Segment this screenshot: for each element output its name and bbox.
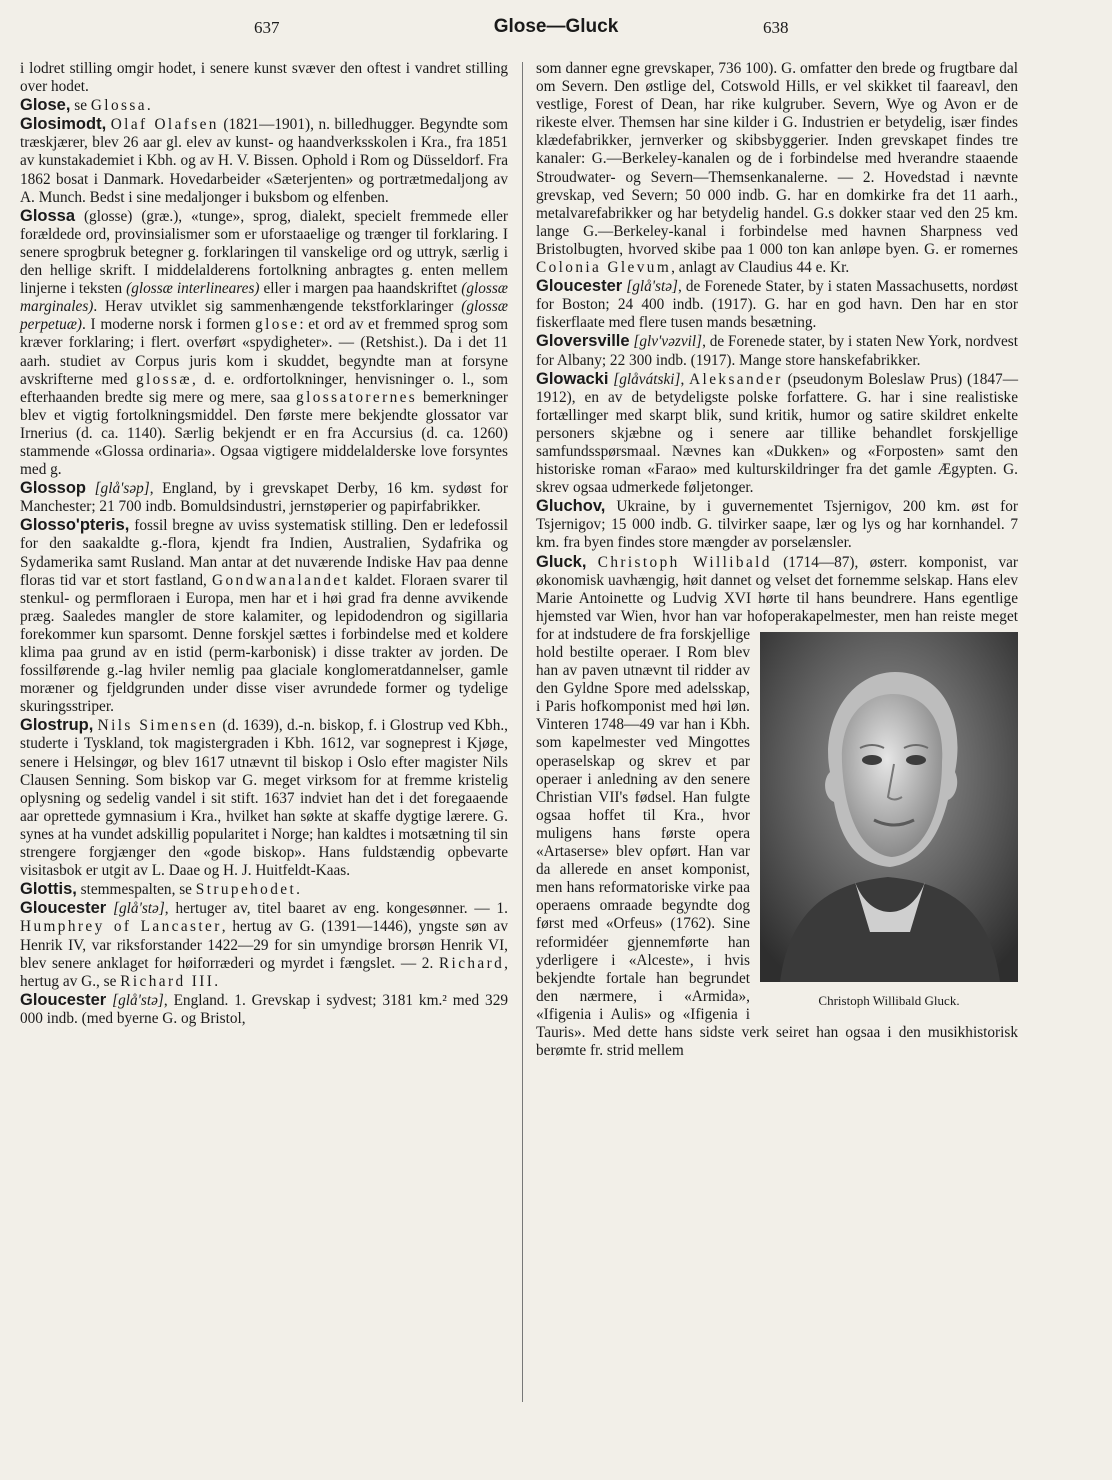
page-number-right: 638 xyxy=(763,18,789,37)
headword: Glottis, xyxy=(20,880,77,899)
article-entry: i lodret stilling omgir hodet, i senere kunst svæver den oftest i vandret stilling over hodet. xyxy=(20,60,508,96)
headword: Glosso'pteris, xyxy=(20,516,130,535)
gluck-portrait-image xyxy=(760,632,1018,982)
spaced-name: Strupehodet xyxy=(195,881,297,899)
pronunciation: [glå'stə] xyxy=(113,900,165,918)
article-entry: Gloucester [glå'stə], England. 1. Grevskap i sydvest; 3181 km.² med 329 000 indb. (med byerne G. og Bristol, xyxy=(20,990,509,1027)
spaced-name: Christoph Willibald xyxy=(597,553,772,571)
article-entry: som danner egne grevskaper, 736 100). G. omfatter den brede og frugtbare dal om Severn. Den østlige del, Cotswold Hills, er vel skikket til faareavl, den vestlige, Forest of Dean, har rike kulgruber. Severn, Wye og Avon er de rikeste elver. Themsen har sine kilder i G. Industrien er betydelig, især findes klædefabrikker, jernverker og skibsbyggerier. Inden grevskapet findes tre kanaler: G.—Berkeley-kanalen og de i forbindelse med hverandre staaende Stroudwater- og Severn—Themsenkanalerne. — 2. Hovedstad i nævnte grevskap, ved Severn; 50 000 indb. G. har en domkirke fra det 11 aarh., metalvarefabrikker og har betydelig handel. G.s dokker staar ved den 25 km. lange G.—Berkeley-kanal i forbindelse med havnen Sharpness ved Bristolbugten, hvorved skibe paa 1 000 ton kan anløpe byen. G. er romernes Colonia Glevum, anlagt av Claudius 44 e. Kr. xyxy=(536,60,1018,277)
spaced-name: Colonia Glevum xyxy=(536,259,672,277)
pronunciation: [glå'stə] xyxy=(626,278,678,296)
pronunciation: [glå'stə] xyxy=(112,991,164,1009)
headword: Glosimodt, xyxy=(20,115,107,134)
spaced-name: Humphrey of Lancaster xyxy=(20,918,222,936)
article-entry: Glowacki [glåvátski], Aleksander (pseudonym Boleslaw Prus) (1847—1912), en av de betydeligste polske forfattere. G. har i sine realistiske fortællinger med skarpt blik, sund kritik, humor og satire skildret enkelte personers skjæbne og i senere aar tillike behandlet forskjellige samfundsspørsmaal. Nævnes kan «Dukken» og «Forposten» samt den historiske roman «Farao» med kulturskildringer fra det gamle Ægypten. G. skrev ogsaa udmerkede føljetonger. xyxy=(536,369,1018,497)
article-entry: Glostrup, Nils Simensen (d. 1639), d.-n. biskop, f. i Glostrup ved Kbh., studerte i Tyskland, tok magistergraden i Kbh. 1612, var sogneprest i Kjøge, senere i Helsingør, og blev 1617 utnævnt til biskop i Oslo efter magister Nils Clausen Senning. Som biskop var G. meget virksom for at fremme kristelig oplysning og sedelig vandel i sit stift. 1637 indviet han det i det foregaaende aar oprettede gymnasium i Kra., hvilket han søkte at skaffe dygtige lærere. G. synes at ha vundet adskillig popularitet i Norge; han kaldtes i motsætning til sin strengere forgjænger den «gode biskop». Hans fuldstændig opbevarte visitasbok er utgit av L. Daae og H. J. Huitfeldt-Kaas. xyxy=(20,716,508,880)
left-column xyxy=(20,60,508,1028)
article-entry: Gloversville [glv'vəzvil], de Forenede stater, by i staten New York, nordvest for Albany; 22 300 indb. (1917). Mange store hanskefabrikker. xyxy=(536,332,1018,369)
article-entry: Glosso'pteris, fossil bregne av uviss systematisk stilling. Den er ledefossil for den saakaldte g.-flora, kjendt fra Indien, Australien, Sydafrika og Sydamerika samt Rusland. Man antar at det nuværende Indiske Hav paa denne floras tid var et stort fastland, Gondwanalandet kaldet. Floraen svarer til stenkul- og permfloraen i Europa, men har et i høi grad fra denne avvikende præg. Saaledes mangler de store kalamiter, og lepidodendron og sigillaria forekommer kun sparsomt. Denne forskjel sættes i forbindelse med et koldere klima paa grund av en istid (perm-karbonisk) i disse trakter av jorden. De fossilførende g.-lag hviler nemlig paa glaciale konglomeratdannelser, gamle moræner og fjeldgrunden under disse viser avrundede former og tydelige skuringsstriper. xyxy=(20,516,509,716)
article-entry: Glosimodt, Olaf Olafsen (1821—1901), n. billedhugger. Begyndte som træskjærer, blev 26 aar gl. elev av kunst- og haandverksskolen i Kra., fra 1851 av kunstakademiet i Kbh. og av H. V. Bissen. Ophold i Rom og Düsseldorf. Fra 1862 bosat i Danmark. Hovedarbeider «Sæterjenten» og portrætmedaljong av A. Munch. Bedst i sine medaljonger i buksbom og elfenben. xyxy=(20,115,508,206)
running-title: Glose—Gluck xyxy=(493,16,619,37)
headword: Gloucester xyxy=(20,899,107,918)
spaced-name: glose xyxy=(255,316,300,334)
headword: Glossa xyxy=(20,206,76,225)
portrait-figure xyxy=(760,632,1018,1009)
headword: Glowacki xyxy=(536,369,609,388)
article-entry: Gluck, Christoph Willibald (1714—87), østerr. komponist, var økonomisk uavhængig, høit dannet og velset det fornemme selskap. Hans elev Marie Antoinette og Ludvig XVI hørte til hans beundrere. Hans egentlige hjemsted var Wien, hvor han var hofoperakapelmester, Christoph Willibald Gluck. men han reiste meget for at indstudere de fra forskjellige hold bestilte operaer. I Rom blev han av paven utnævnt til ridder av den Gyldne Spore med adelsskap, i Paris hofkomponist med høi løn. Vinteren 1748—49 var han i Kbh. som kapelmester ved Mingottes operaselskap og skrev et par operaer i anledning av den senere Christian VII's fødsel. Han fulgte ogsaa hoffet til Kra., hvor muligens hans første opera «Artaserse» blev opført. Han var da allerede en anset komponist, men hans reformatoriske virke paa operaens omraade begyndte dog først med «Orfeus» (1762). Sine reformidéer gjennemførte han yderligere i «Alceste», i hvis bekjendte fortale han begrundet den nærmere, i «Armida», «Ifigenia i Aulis» og «Ifigenia i Tauris». Med dette hans sidste verk seiret han ogsaa i den musikhistorisk berømte fr. strid mellem xyxy=(536,552,1018,1060)
spaced-name: glossatorernes xyxy=(296,388,418,406)
figure-caption: Christoph Willibald Gluck. xyxy=(818,993,960,1008)
headword: Glossop xyxy=(20,479,87,498)
pronunciation: [glåvátski] xyxy=(613,370,681,388)
article-entry: Glottis, stemmespalten, se Strupehodet. xyxy=(20,880,300,899)
headword: Glostrup, xyxy=(20,716,94,735)
headword: Gloucester xyxy=(20,990,107,1009)
article-entry: Gloucester [glå'stə], de Forenede Stater, by i staten Massachusetts, nordøst for Boston; 24 400 indb. (1917). G. har en god havn. Den har en stor fiskerflaate med flere tusen mands besætning. xyxy=(536,277,1018,332)
spaced-name: glossæ xyxy=(135,370,192,388)
headword: Glose, xyxy=(20,96,71,115)
headword: Gloucester xyxy=(536,277,623,296)
article-entry: Glossop [glå'səp], England, by i grevskapet Derby, 16 km. sydøst for Manchester; 21 700 indb. Bomuldsindustri, jernstøperier og papirfabrikker. xyxy=(20,479,508,516)
spaced-name: Gondwanalandet xyxy=(212,571,350,589)
spaced-name: Nils Simensen xyxy=(97,717,219,735)
article-entry: Glose, se Glossa. xyxy=(20,96,151,115)
italic-term: (glossæ perpetuæ) xyxy=(20,298,508,334)
headword: Gluchov, xyxy=(536,497,606,516)
page-number-left: 637 xyxy=(254,18,280,37)
article-entry: Glossa (glosse) (græ.), «tunge», sprog, dialekt, specielt fremmede eller forældede ord, provinsialismer som er uforstaaelige og trænger til forklaring. I senere sprogbruk betegner g. forklaringen til vanskelige ord og uttryk, særlig i den hellige skrift. I middelalderens fortolkning anbragtes g. enten mellem linjerne i teksten (glossæ interlineares) eller i margen paa haandskriftet (glossæ marginales). Herav utviklet sig sammenhængende tekstforklaringer (glossæ perpetuæ). I moderne norsk i formen glose: et ord av et fremmed sprog som kræver forklaring; i flert. overført «spydigheter». — (Retshist.). Da i det 11 aarh. studiet av Corpus juris kom i skuddet, begyndte man at forsyne avskrifterne med glossæ, d. e. ordfortolkninger, henvisninger o. l., som efterhaanden bredte sig mere og mere, saa glossatorernes bemerkninger blev et vigtig fortolkningsmiddel. Den første mere bekjendte glossator var Irnerius (d. ca. 1140). Særlig bekjendt er en fra Accursius (d. ca. 1260) stammende «Glossa ordinaria». Ogsaa vigtigere middelalderske love forsyntes med g. xyxy=(20,206,508,479)
article-entry: Gluchov, Ukraine, by i guvernementet Tsjernigov, 200 km. øst for Tsjernigov; 15 000 indb. G. tilvirker saape, lær og lys og har kornhandel. 7 km. fra byen findes store mængder av porselænsler. xyxy=(536,497,1018,552)
right-column xyxy=(536,60,1018,1060)
pronunciation: [glv'vəzvil] xyxy=(633,333,703,351)
spaced-name: Glossa xyxy=(90,97,147,115)
article-entry: Gloucester [glå'stə], hertuger av, titel baaret av eng. kongesønner. — 1. Humphrey of Lancaster, hertug av G. (1391—1446), yngste søn av Henrik IV, var riksforstander 1422—29 for sin umyndige brorsøn Henrik VI, blev senere anklaget for høiforræderi og myrdet i fængslet. — 2. Richard, hertug av G., se Richard III. xyxy=(20,899,509,990)
italic-term: (glossæ marginales) xyxy=(20,280,508,316)
headword: Gloversville xyxy=(536,332,630,351)
headword: Gluck, xyxy=(536,552,587,571)
spaced-name: Aleksander xyxy=(689,370,783,388)
column-divider xyxy=(522,62,523,1402)
pronunciation: [glå'səp] xyxy=(94,480,150,498)
italic-term: (glossæ interlineares) xyxy=(126,280,260,298)
page-header xyxy=(0,14,1112,44)
spaced-name: Richard xyxy=(438,954,505,972)
spaced-name: Richard III xyxy=(120,972,215,990)
spaced-name: Olaf Olafsen xyxy=(110,116,219,134)
